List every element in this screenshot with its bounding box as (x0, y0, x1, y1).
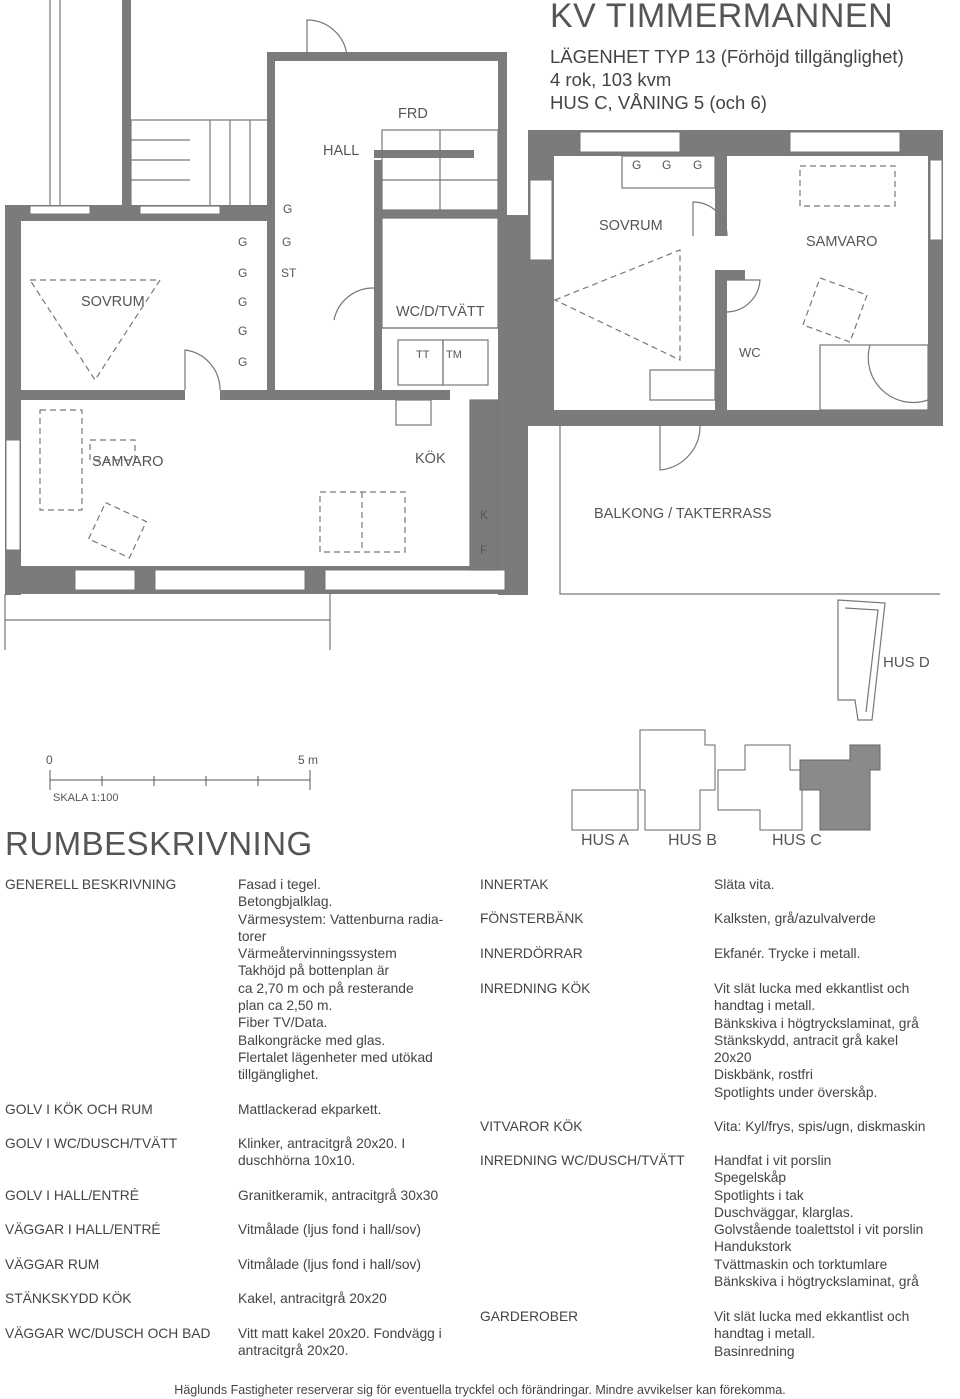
apartment-size: 4 rok, 103 kvm (550, 69, 672, 90)
spec-key: FÖNSTERBÄNK (480, 911, 584, 926)
room-g: G (238, 266, 248, 280)
spec-value: Vitmålade (ljus fond i hall/sov) (238, 1257, 422, 1272)
plan-walls (5, 0, 943, 595)
spec-key: STÄNKSKYDD KÖK (5, 1291, 132, 1306)
room-kok: KÖK (415, 451, 446, 467)
spec-key: VITVAROR KÖK (480, 1119, 583, 1134)
room-g: G (632, 158, 642, 172)
room-g: G (282, 235, 292, 249)
room-f: F (480, 543, 488, 557)
spec-value: Vitmålade (ljus fond i hall/sov) (238, 1222, 422, 1237)
room-g: G (238, 355, 248, 369)
spec-key: VÄGGAR I HALL/ENTRÉ (5, 1222, 161, 1237)
room-g: G (238, 324, 248, 338)
room-tt: TT (416, 349, 430, 361)
spec-key: GOLV I HALL/ENTRÉ (5, 1188, 139, 1203)
spec-value: Kakel, antracitgrå 20x20 (238, 1291, 387, 1306)
spec-value: Ekfanér. Trycke i metall. (714, 946, 861, 961)
scale-label: SKALA 1:100 (53, 792, 119, 804)
key-label-hus-b: HUS B (668, 832, 717, 849)
room-st: ST (281, 266, 297, 280)
room-sovrum-upper: SOVRUM (599, 218, 663, 234)
scale-bar (50, 770, 310, 790)
apartment-location: HUS C, VÅNING 5 (och 6) (550, 92, 767, 113)
hus-d-shape (838, 600, 885, 720)
spec-key: INREDNING WC/DUSCH/TVÄTT (480, 1153, 685, 1168)
apartment-type: LÄGENHET TYP 13 (Förhöjd tillgänglighet) (550, 46, 904, 67)
room-hall: HALL (323, 143, 360, 159)
spec-value: Vitt matt kakel 20x20. Fondvägg i antracitgrå 20x20. (238, 1326, 442, 1359)
spec-key: INNERDÖRRAR (480, 946, 583, 961)
key-label-hus-c: HUS C (772, 832, 822, 849)
spec-value: Klinker, antracitgrå 20x20. I duschhörna 10x10. (238, 1136, 406, 1169)
key-plan (572, 730, 880, 830)
spec-key: GENERELL BESKRIVNING (5, 877, 177, 892)
spec-value: Granitkeramik, antracitgrå 30x30 (238, 1188, 439, 1203)
spec-value: Mattlackerad ekparkett. (238, 1102, 382, 1117)
spec-value: Handfat i vit porslin Spegelskåp Spotlights i tak Duschväggar, klarglas. Golvstående toalettstol i vit porslin Handukstork Tvättmaskin och torktumlare Bänkskiva i högtryckslaminat, grå (714, 1153, 924, 1290)
room-wc: WC (739, 345, 761, 360)
room-g: G (662, 158, 672, 172)
description-heading: RUMBESKRIVNING (5, 825, 313, 862)
spec-key: VÄGGAR WC/DUSCH OCH BAD (5, 1326, 211, 1341)
room-tm: TM (446, 349, 462, 361)
spec-key: INNERTAK (480, 877, 549, 892)
spec-key: GOLV I KÖK OCH RUM (5, 1102, 153, 1117)
room-samvaro-left: SAMVARO (92, 454, 164, 470)
room-g: G (238, 295, 248, 309)
room-wc-tvatt: WC/D/TVÄTT (396, 304, 485, 320)
scale-zero: 0 (46, 753, 53, 767)
spec-value: Kalksten, grå/azulvalverde (714, 911, 876, 926)
spec-value: Vita: Kyl/frys, spis/ugn, diskmaskin (714, 1119, 926, 1134)
room-sovrum-left: SOVRUM (81, 294, 145, 310)
room-k: K (480, 508, 489, 522)
room-g: G (283, 202, 293, 216)
page-title: KV TIMMERMANNEN (550, 0, 894, 35)
hus-d-label: HUS D (883, 654, 930, 671)
scale-five: 5 m (298, 753, 319, 767)
disclaimer-footer: Häglunds Fastigheter reserverar sig för eventuella tryckfel och förändringar. Mindre avvikelser kan förekomma. (174, 1383, 786, 1397)
room-frd: FRD (398, 106, 428, 122)
room-samvaro-upper: SAMVARO (806, 234, 878, 250)
spec-key: GARDEROBER (480, 1309, 579, 1324)
spec-value: Släta vita. (714, 877, 775, 892)
spec-key: VÄGGAR RUM (5, 1257, 100, 1272)
spec-value: Fasad i tegel. Betongbjalklag. Värmesystem: Vattenburna radia- torer Värmeåtervinningssystem Takhöjd på bottenplan är ca 2,70 m och på resterande plan ca 2,50 m. Fiber TV/Data. Balkongräcke med glas. Flertalet lägenheter med utökad tillgänglighet. (238, 877, 444, 1083)
spec-value: Vit slät lucka med ekkantlist och handtag i metall. Basinredning (714, 1309, 910, 1359)
spec-key: GOLV I WC/DUSCH/TVÄTT (5, 1136, 178, 1151)
room-balkong: BALKONG / TAKTERRASS (594, 506, 772, 522)
room-g: G (693, 158, 703, 172)
spec-key: INREDNING KÖK (480, 981, 591, 996)
room-g: G (238, 235, 248, 249)
key-label-hus-a: HUS A (581, 832, 630, 849)
spec-value: Vit slät lucka med ekkantlist och handtag i metall. Bänkskiva i högtryckslaminat, grå Stänkskydd, antracit grå kakel 20x20 Diskbänk, rostfri Spotlights under överskåp. (714, 981, 919, 1100)
